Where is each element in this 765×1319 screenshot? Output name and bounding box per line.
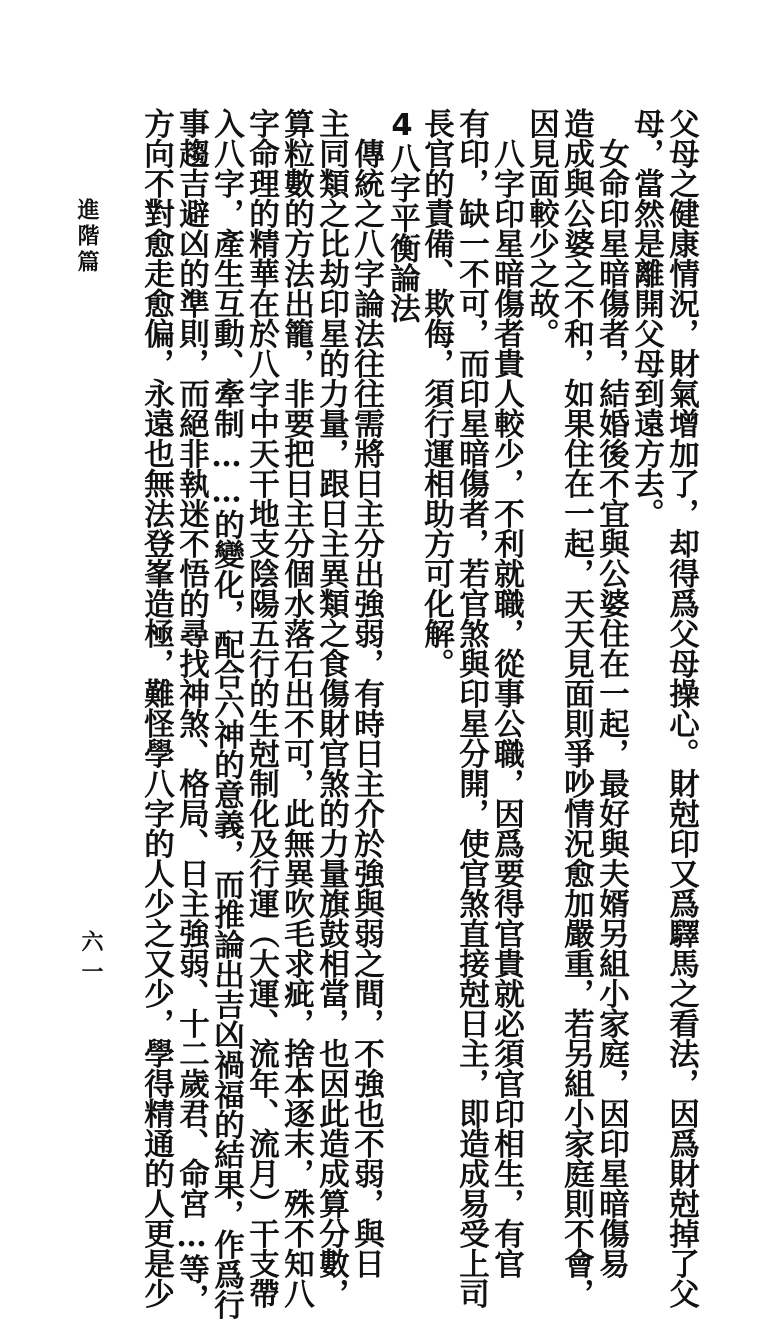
text-column-10: 傳統之八字論法往往需將日主分出強弱，有時日主介於強與弱之間，不強也不弱，與日 [348, 108, 385, 1278]
text-column-15: 事趨吉避凶的準則，而絕非執迷不悟的尋找神煞、格局、日主強弱、十二歲君、命宮…等， [173, 108, 210, 1314]
text-column-5: 因見面較少之故。 [523, 108, 560, 348]
text-column-13: 字命理的精華在於八字中天干地支陰陽五行的生尅制化及行運（大運、流年、流月）干支帶 [243, 108, 280, 1308]
section-heading: 4八字平衡論法 [384, 108, 420, 323]
text-column-8: 長官的責備、欺侮，須行運相助方可化解。 [418, 108, 455, 678]
text-column-3: 女命印星暗傷者，結婚後不宜與公婆住在一起，最好與夫婿另組小家庭，因印星暗傷易 [593, 108, 630, 1278]
text-column-1: 父母之健康情況，財氣增加了，却得爲父母操心。財尅印又爲驛馬之看法，因爲財尅掉了父 [663, 108, 700, 1308]
text-column-7: 有印，缺一不可，而印星暗傷者，若官煞與印星分開，使官煞直接尅日主，即造成易受上司 [453, 108, 490, 1308]
text-column-2: 母，當然是離開父母到遠方去。 [628, 108, 665, 528]
side-label: 進階篇 [74, 198, 100, 276]
text-column-11: 主同類之比劫印星的力量，跟日主異類之食傷財官煞的力量旗鼓相當，也因此造成算分數， [313, 108, 350, 1308]
text-column-4: 造成與公婆之不和，如果住在一起，天天見面則爭吵情況愈加嚴重，若另組小家庭則不會， [558, 108, 595, 1308]
text-column-6: 八字印星暗傷者貴人較少，不利就職，從事公職，因爲要得官貴就必須官印相生，有官 [488, 108, 525, 1278]
text-column-14: 入八字，產生互動、牽制……的變化，配合六神的意義，而推論出吉凶禍福的結果，作爲行 [208, 108, 245, 1319]
text-column-16: 方向不對愈走愈偏，永遠也無法登峯造極，難怪學八字的人少之又少，學得精通的人更是少 [138, 108, 175, 1308]
text-column-12: 算粒數的方法出籠，非要把日主分個水落石出不可，此無異吹毛求疵，捨本逐末，殊不知八 [278, 108, 315, 1308]
page-number: 六一 [78, 930, 104, 990]
